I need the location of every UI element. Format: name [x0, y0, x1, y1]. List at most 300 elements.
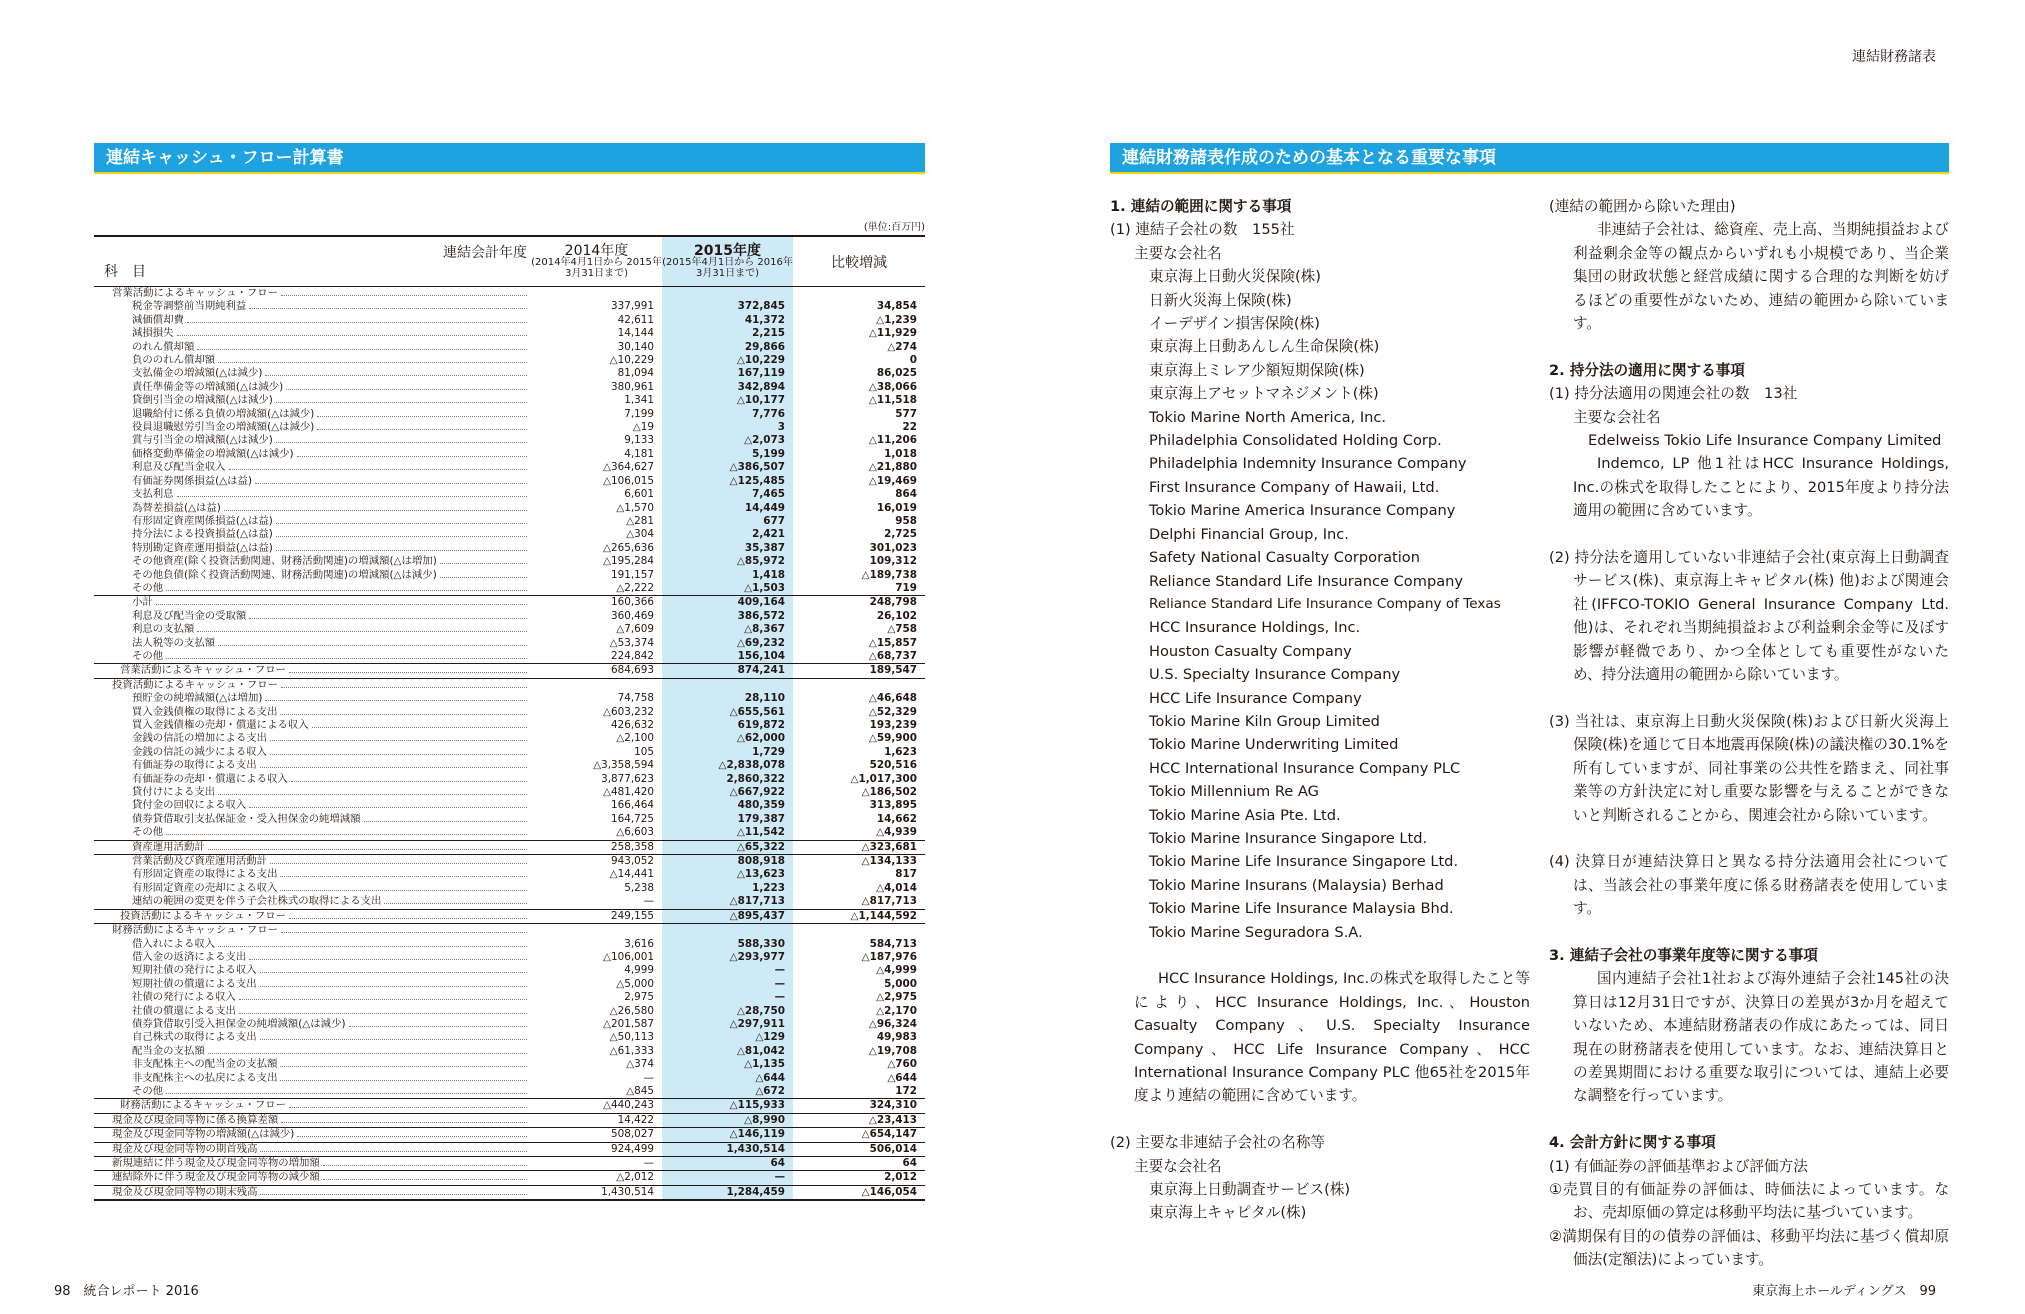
value-2015: △65,322: [662, 840, 793, 854]
value-2014: △374: [626, 1058, 654, 1071]
value-2014: 426,632: [611, 719, 654, 731]
row-label: 投資活動によるキャッシュ・フロー: [94, 678, 531, 692]
row-label: 預貯金の純増減額(△は増加): [94, 692, 531, 705]
cash-flow-table-body: [94, 287, 925, 1201]
section-heading: 1. 連結の範囲に関する事項: [1110, 198, 1292, 215]
text-line: (1) 連結子会社の数 155社: [1110, 221, 1295, 239]
value-2014: △3,358,594: [593, 759, 654, 772]
value-2014: 7,199: [624, 407, 654, 420]
text-line: Reliance Standard Life Insurance Company: [1149, 572, 1464, 590]
value-2015: △10,177: [662, 394, 793, 407]
table-row: [94, 759, 925, 772]
value-2015: 167,119: [662, 367, 793, 380]
value-2014: △2,100: [616, 732, 654, 745]
table-row: [94, 951, 925, 964]
value-2014: △304: [626, 528, 654, 541]
text-line: Houston Casualty Company: [1149, 642, 1352, 660]
value-2014: 9,133: [624, 434, 654, 447]
section-heading: 2. 持分法の適用に関する事項: [1549, 361, 1745, 379]
value-2015: 5,199: [662, 448, 793, 461]
value-2014: 924,499: [531, 1142, 662, 1156]
value-diff: △19,469: [868, 474, 917, 487]
value-2015: △1,503: [662, 582, 793, 596]
value-diff: △11,929: [868, 327, 917, 340]
row-label: 現金及び現金同等物に係る換算差額: [94, 1113, 531, 1127]
value-2014: △50,113: [609, 1031, 654, 1044]
table-row: [94, 909, 925, 923]
value-diff: △274: [887, 340, 917, 353]
row-label: 営業活動及び資産運用活動計: [94, 855, 531, 869]
text-line: 主要な会社名: [1134, 244, 1222, 262]
table-row: [94, 1045, 925, 1058]
table-row: [94, 394, 925, 407]
row-label: 利息及び配当金収入: [94, 461, 531, 474]
value-diff: 1,623: [884, 745, 917, 758]
table-row: [94, 327, 925, 340]
value-2014: 337,991: [611, 300, 654, 313]
value-diff: △323,681: [793, 840, 925, 854]
table-row: [94, 799, 925, 812]
value-diff: 49,983: [876, 1031, 917, 1044]
value-2015: —: [662, 964, 793, 977]
spacer: [1549, 827, 1949, 850]
row-label: その他: [94, 1085, 531, 1099]
value-diff: 577: [895, 407, 917, 420]
text-line: Tokio Marine America Insurance Company: [1149, 502, 1456, 520]
spacer: [1549, 335, 1949, 358]
value-2015: △146,119: [662, 1128, 793, 1142]
value-diff: △4,999: [876, 964, 917, 977]
table-row: [94, 882, 925, 895]
text-line: Tokio Marine Life Insurance Malaysia Bhd.: [1149, 900, 1454, 918]
value-2015: 1,418: [662, 569, 793, 582]
value-diff: 1,018: [884, 447, 917, 460]
value-2015: 1,729: [662, 746, 793, 759]
header-2015: [662, 236, 793, 287]
section-heading: 3. 連結子会社の事業年度等に関する事項: [1549, 946, 1818, 964]
table-row: [94, 569, 925, 582]
text-line: Tokio Marine Life Insurance Singapore Ltd.: [1149, 853, 1459, 871]
row-label: 買入金銭債権の売却・償還による収入: [94, 719, 531, 732]
text-line: (4) 決算日が連結決算日と異なる持分法適用会社については、当該会社の事業年度に係る財務諸表を使用しています。: [1549, 853, 1949, 918]
table-row: [94, 637, 925, 650]
row-label: 財務活動によるキャッシュ・フロー: [94, 924, 531, 938]
table-row: [94, 692, 925, 705]
value-2015: △293,977: [662, 951, 793, 964]
value-2015: △817,713: [662, 895, 793, 909]
table-row: [94, 732, 925, 745]
text-line: Tokio Marine Underwriting Limited: [1149, 736, 1399, 754]
table-row: [94, 461, 925, 474]
value-diff: 817: [895, 868, 917, 881]
text-line: 東京海上アセットマネジメント(株): [1149, 385, 1379, 403]
text-line: Safety National Casualty Corporation: [1149, 549, 1420, 567]
value-2015: —: [662, 978, 793, 991]
value-2015: △115,933: [662, 1099, 793, 1113]
value-diff: △96,324: [868, 1017, 917, 1030]
row-label: 利息の支払額: [94, 623, 531, 636]
table-row: [94, 1128, 925, 1142]
row-label: 減価償却費: [94, 314, 531, 327]
value-2014: △265,636: [603, 541, 654, 554]
value-2014: 508,027: [531, 1128, 662, 1142]
value-2015: △85,972: [662, 555, 793, 568]
value-2015: △11,542: [662, 826, 793, 840]
value-2015: [662, 287, 793, 301]
row-label: 投資活動によるキャッシュ・フロー: [94, 909, 531, 923]
value-diff: △38,066: [868, 380, 917, 393]
table-row: [94, 502, 925, 515]
value-2015: 874,241: [662, 664, 793, 678]
value-2015: △1,135: [662, 1058, 793, 1071]
table-row: [94, 678, 925, 692]
value-diff: 584,713: [869, 937, 917, 950]
header-period-label: 連結会計年度: [443, 245, 527, 261]
table-header-row: [94, 236, 925, 287]
value-2014: 74,758: [617, 692, 654, 705]
row-label: 連結の範囲の変更を伴う子会社株式の取得による支出: [94, 895, 531, 909]
value-2015: 29,866: [662, 341, 793, 354]
table-row: [94, 596, 925, 610]
value-diff: △68,737: [868, 649, 917, 662]
value-diff: 109,312: [869, 555, 917, 568]
value-diff: 248,798: [793, 596, 925, 610]
value-2015: 409,164: [662, 596, 793, 610]
row-label: その他資産(除く投資活動関連、財務活動関連)の増減額(△は増加): [94, 555, 531, 568]
text-line: (3) 当社は、東京海上日動火災保険(株)および日新火災海上保険(株)を通じて日本地震再保険(株)の議決権の30.1%を所有していますが、同社事業の公共性を踏まえ、同社事業等の方針決定に対し重要な影響を与えることができないと判断されることから、関連会社から除いています。: [1549, 712, 1949, 824]
table-row: [94, 515, 925, 528]
text-line: HCC Life Insurance Company: [1149, 689, 1362, 707]
text-line: Tokio Marine Insurans (Malaysia) Berhad: [1149, 876, 1444, 894]
value-diff: △2,170: [876, 1004, 917, 1017]
spacer: [1549, 1108, 1949, 1131]
row-label: 非支配株主への払戻による支出: [94, 1072, 531, 1085]
value-2014: △106,015: [603, 474, 654, 487]
text-line: (連結の範囲から除いた理由): [1549, 198, 1736, 215]
header-2014: [531, 236, 662, 287]
value-2015: △8,367: [662, 623, 793, 636]
row-label: 財務活動によるキャッシュ・フロー: [94, 1099, 531, 1113]
value-2014: 3,877,623: [601, 772, 654, 785]
value-2015: 808,918: [662, 855, 793, 869]
text-line: 東京海上日動あんしん生命保険(株): [1149, 338, 1380, 356]
value-2014: △6,603: [616, 826, 654, 839]
value-2014: 249,155: [531, 909, 662, 923]
text-line: 東京海上日動調査サービス(株): [1149, 1181, 1351, 1199]
value-2015: △10,229: [662, 354, 793, 367]
row-label: 有形固定資産の売却による収入: [94, 882, 531, 895]
value-2015: △129: [662, 1031, 793, 1044]
value-2015: △386,507: [662, 461, 793, 474]
table-row: [94, 1157, 925, 1171]
row-label: 借入金の返済による支出: [94, 951, 531, 964]
table-row: [94, 664, 925, 678]
table-row: [94, 964, 925, 977]
text-line: Delphi Financial Group, Inc.: [1149, 525, 1349, 543]
value-2014: 160,366: [531, 596, 662, 610]
value-diff: [793, 924, 925, 938]
value-2014: 191,157: [611, 568, 654, 581]
value-2015: △655,561: [662, 706, 793, 719]
value-2014: △603,232: [603, 705, 654, 718]
value-2015: 1,430,514: [662, 1142, 793, 1156]
value-diff: 0: [909, 354, 917, 367]
table-row: [94, 582, 925, 596]
table-row: [94, 1018, 925, 1031]
header-2015-year: 2015年度: [694, 242, 761, 259]
value-2014: 943,052: [531, 855, 662, 869]
spacer: [1549, 921, 1949, 944]
header-2014-year: 2014年度: [564, 242, 629, 259]
text-line: Edelweiss Tokio Life Insurance Company Limited: [1588, 432, 1942, 450]
text-line: 主要な会社名: [1134, 1157, 1222, 1175]
value-2014: △440,243: [531, 1099, 662, 1113]
value-2014: 81,094: [617, 367, 654, 380]
table-row: [94, 1058, 925, 1071]
value-2014: 14,144: [617, 327, 654, 340]
row-label: その他: [94, 826, 531, 840]
table-row: [94, 938, 925, 951]
value-2014: △19: [632, 421, 654, 434]
value-diff: 2,725: [884, 528, 917, 541]
row-label: 役員退職慰労引当金の増減額(△は減少): [94, 421, 531, 434]
value-2014: △26,580: [609, 1004, 654, 1017]
value-2014: △195,284: [603, 555, 654, 568]
row-label: 退職給付に係る負債の増減額(△は減少): [94, 408, 531, 421]
value-diff: [793, 678, 925, 692]
value-diff: △4,939: [876, 826, 917, 839]
value-2014: 105: [634, 745, 654, 758]
table-row: [94, 408, 925, 421]
spacer: [1549, 687, 1949, 710]
text-line: Indemco, LP 他1社はHCC Insurance Holdings, Inc.の株式を取得したことにより、2015年度より持分法適用の範囲に含めています。: [1573, 455, 1949, 520]
table-row: [94, 1099, 925, 1113]
value-diff: 86,025: [876, 367, 917, 380]
value-2014: 4,999: [624, 964, 654, 977]
row-label: 配当金の支払額: [94, 1045, 531, 1058]
value-2015: 41,372: [662, 314, 793, 327]
value-2014: 164,725: [611, 812, 654, 825]
row-label: 支払利息: [94, 488, 531, 501]
row-label: 有価証券の取得による支出: [94, 759, 531, 772]
value-2015: △62,000: [662, 732, 793, 745]
table-row: [94, 475, 925, 488]
value-diff: 313,895: [869, 799, 917, 812]
value-2015: △2,838,078: [662, 759, 793, 772]
row-label: 特別勘定資産運用損益(△は益): [94, 542, 531, 555]
text-line: 国内連結子会社1社および海外連結子会社145社の決算日は12月31日ですが、決算日の差異が3か月を超えていないため、本連結財務諸表の作成にあたっては、同日現在の財務諸表を使用しています。なお、連結決算日との差異期間における重要な取引については、連結上必要な調整を行っています。: [1573, 970, 1949, 1105]
row-label: 現金及び現金同等物の期首残高: [94, 1142, 531, 1156]
row-label: 有形固定資産関係損益(△は益): [94, 515, 531, 528]
section-title-basis: 連結財務諸表作成のための基本となる重要な事項: [1110, 143, 1949, 174]
row-label: 新規連結に伴う現金及び現金同等物の増加額: [94, 1157, 531, 1171]
spacer: [1110, 1108, 1530, 1131]
value-2015: △667,922: [662, 786, 793, 799]
value-2015: 179,387: [662, 813, 793, 826]
value-2014: 166,464: [611, 799, 654, 812]
value-2014: △53,374: [609, 636, 654, 649]
table-row: [94, 528, 925, 541]
value-2015: △672: [662, 1085, 793, 1099]
header-subject-label: 科 目: [104, 264, 146, 280]
row-label: 金銭の信託の減少による収入: [94, 746, 531, 759]
text-line: ②満期保有目的の債券の評価は、移動平均法に基づく償却原価法(定額法)によっています。: [1549, 1227, 1949, 1269]
table-row: [94, 367, 925, 380]
row-label: 営業活動によるキャッシュ・フロー: [94, 287, 531, 301]
value-2014: △201,587: [603, 1017, 654, 1030]
row-label: 現金及び現金同等物の増減額(△は減少): [94, 1128, 531, 1142]
value-2015: △644: [662, 1072, 793, 1085]
value-diff: 172: [895, 1084, 917, 1097]
value-2015: △125,485: [662, 475, 793, 488]
value-diff: △23,413: [793, 1113, 925, 1127]
value-diff: △46,648: [868, 692, 917, 705]
spacer: [1110, 944, 1530, 967]
value-diff: △146,054: [793, 1185, 925, 1200]
value-diff: △52,329: [868, 705, 917, 718]
value-2014: △7,609: [616, 623, 654, 636]
row-label: 短期社債の発行による収入: [94, 964, 531, 977]
table-row: [94, 813, 925, 826]
text-line: U.S. Specialty Insurance Company: [1149, 666, 1401, 684]
row-label: 負ののれん償却額: [94, 354, 531, 367]
value-2015: △28,750: [662, 1005, 793, 1018]
value-2014: 380,961: [611, 380, 654, 393]
value-diff: 5,000: [884, 977, 917, 990]
value-diff: 958: [895, 514, 917, 527]
row-label: 貸倒引当金の増減額(△は減少): [94, 394, 531, 407]
row-label: 借入れによる収入: [94, 938, 531, 951]
table-row: [94, 448, 925, 461]
value-diff: △4,014: [876, 881, 917, 894]
value-2015: △2,073: [662, 434, 793, 447]
text-line: 日新火災海上保険(株): [1149, 291, 1292, 309]
text-line: HCC Insurance Holdings, Inc.: [1149, 619, 1361, 637]
value-2014: △2,222: [616, 581, 654, 594]
value-diff: △21,880: [868, 461, 917, 474]
value-2015: 3: [662, 421, 793, 434]
value-diff: 864: [895, 488, 917, 501]
value-2014: △364,627: [603, 461, 654, 474]
table-row: [94, 1113, 925, 1127]
table-row: [94, 1005, 925, 1018]
value-2015: 342,894: [662, 381, 793, 394]
value-diff: △2,975: [876, 991, 917, 1004]
value-diff: 14,662: [876, 812, 917, 825]
value-2015: △13,623: [662, 868, 793, 881]
table-row: [94, 924, 925, 938]
row-label: 法人税等の支払額: [94, 637, 531, 650]
value-2015: 7,465: [662, 488, 793, 501]
table-row: [94, 706, 925, 719]
value-2015: △297,911: [662, 1018, 793, 1031]
value-diff: △758: [887, 623, 917, 636]
value-2014: [531, 678, 662, 692]
table-row: [94, 488, 925, 501]
row-label: 有価証券関係損益(△は益): [94, 475, 531, 488]
row-label: のれん償却額: [94, 341, 531, 354]
text-line: (1) 有価証券の評価基準および評価方法: [1549, 1157, 1808, 1175]
value-2014: △845: [626, 1084, 654, 1097]
value-2015: —: [662, 991, 793, 1004]
table-row: [94, 1085, 925, 1099]
text-line: 東京海上ミレア少額短期保険(株): [1149, 361, 1365, 379]
value-diff: △644: [887, 1071, 917, 1084]
row-label: 社債の償還による支出: [94, 1005, 531, 1018]
text-line: Reliance Standard Life Insurance Company of Texas: [1149, 595, 1501, 612]
value-2015: 372,845: [662, 300, 793, 313]
table-row: [94, 421, 925, 434]
table-row: [94, 978, 925, 991]
value-diff: △11,518: [868, 394, 917, 407]
table-row: [94, 786, 925, 799]
text-line: 東京海上キャピタル(株): [1149, 1204, 1307, 1222]
row-label: 利息及び配当金の受取額: [94, 610, 531, 623]
text-line: First Insurance Company of Hawaii, Ltd.: [1149, 478, 1440, 496]
value-diff: 520,516: [869, 759, 917, 772]
row-label: その他負債(除く投資活動関連、財務活動関連)の増減額(△は減少): [94, 569, 531, 582]
value-2015: 7,776: [662, 408, 793, 421]
value-2014: 3,616: [624, 937, 654, 950]
row-label: 短期社債の償還による支出: [94, 978, 531, 991]
value-2014: 42,611: [617, 313, 654, 326]
value-diff: △59,900: [868, 732, 917, 745]
value-diff: 26,102: [876, 609, 917, 622]
row-label: 自己株式の取得による支出: [94, 1031, 531, 1044]
value-2014: △481,420: [603, 786, 654, 799]
table-row: [94, 868, 925, 881]
value-2014: 4,181: [624, 447, 654, 460]
value-2015: △895,437: [662, 909, 793, 923]
value-2015: 1,223: [662, 882, 793, 895]
value-diff: △189,738: [861, 568, 917, 581]
value-2015: 2,860,322: [662, 773, 793, 786]
value-diff: 193,239: [869, 719, 917, 731]
value-diff: 64: [793, 1157, 925, 1171]
value-2014: △14,441: [609, 868, 654, 881]
value-2014: 224,842: [611, 649, 654, 662]
value-diff: △1,144,592: [793, 909, 925, 923]
value-diff: △817,713: [861, 895, 917, 908]
value-2015: 588,330: [662, 938, 793, 951]
value-diff: △11,206: [868, 434, 917, 447]
table-row: [94, 746, 925, 759]
basis-of-presentation: [1110, 143, 1949, 1269]
value-2014: △10,229: [609, 354, 654, 367]
row-label: 有価証券の売却・償還による収入: [94, 773, 531, 786]
text-line: (1) 持分法適用の関連会社の数 13社: [1549, 385, 1798, 403]
row-label: 為替差損益(△は益): [94, 502, 531, 515]
table-row: [94, 610, 925, 623]
table-row: [94, 434, 925, 447]
value-diff: 22: [902, 421, 917, 434]
value-diff: △19,708: [868, 1044, 917, 1057]
value-diff: 189,547: [793, 664, 925, 678]
table-row: [94, 773, 925, 786]
row-label: その他: [94, 650, 531, 664]
value-2015: —: [662, 1171, 793, 1185]
text-line: イーデザイン損害保険(株): [1149, 315, 1320, 333]
row-label: 非支配株主への配当金の支払額: [94, 1058, 531, 1071]
text-line: Philadelphia Indemnity Insurance Company: [1149, 455, 1467, 473]
row-label: 税金等調整前当期純利益: [94, 300, 531, 313]
value-2015: [662, 678, 793, 692]
row-label: 小計: [94, 596, 531, 610]
value-2014: △61,333: [609, 1044, 654, 1057]
row-label: 買入金銭債権の取得による支出: [94, 706, 531, 719]
value-diff: 324,310: [793, 1099, 925, 1113]
row-label: 有形固定資産の取得による支出: [94, 868, 531, 881]
